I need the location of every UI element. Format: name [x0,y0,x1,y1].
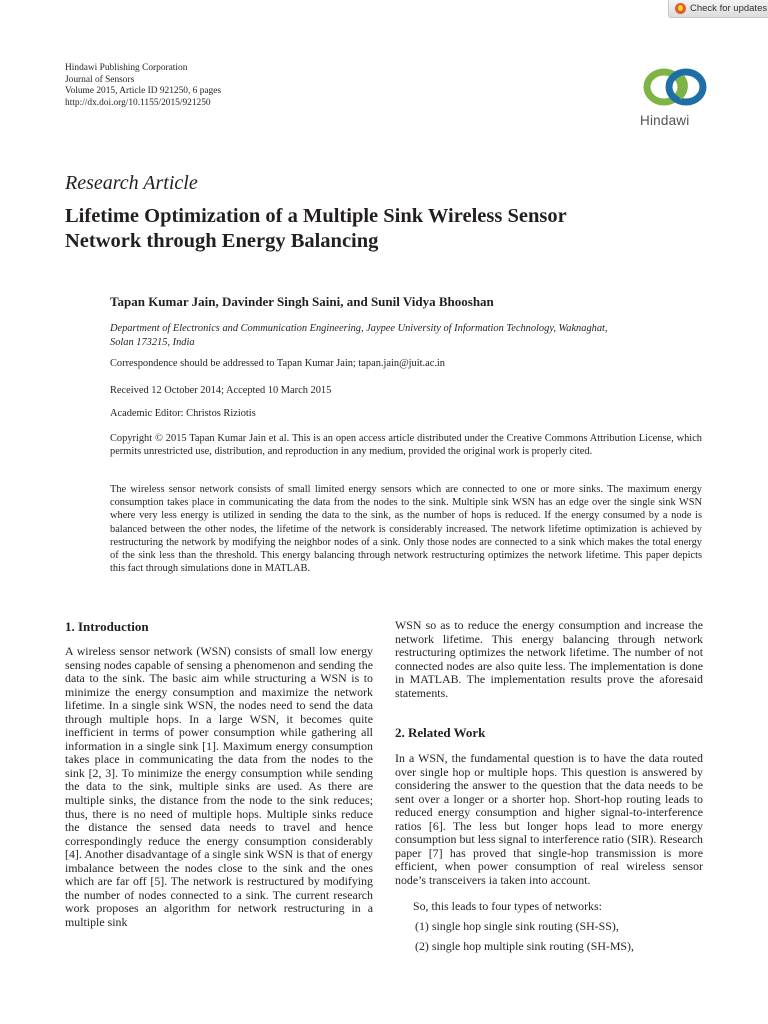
related-work-heading: 2. Related Work [395,725,486,740]
journal-header [65,63,221,109]
intro-heading: 1. Introduction [65,619,149,634]
check-for-updates-label: Check for updates [690,3,768,14]
volume-info: Volume 2015, Article ID 921250, 6 pages [65,86,222,96]
journal-name: Journal of Sensors [65,74,135,85]
crossmark-icon [675,3,686,14]
affiliation [110,322,710,349]
title-line-1: Lifetime Optimization of a Multiple Sink Wireless Sensor [65,205,567,227]
intro-paragraph: A wireless sensor network (WSN) consists of small low energy sensing nodes capable of sensing a phenomenon and sending the data to the sink. The basic aim while structuring a WSN is to minimize the energy consumption and maximize the network lifetime. In a single sink WSN, the nodes need to send the data through multiple hops. In a large WSN, it becomes quite inefficient in terms of power consumption while gathering all information in a single sink [1]. Maximum energy consumption takes place in communicating the data from the nodes to the sink [2, 3]. To minimize the energy consumption while sending the data to the sink, multiple sinks are used. As there are multiple sinks, the distance from the node to the sink reduces; thus, there is no need of multiple hops. Multiple sinks reduce the distance the sensed data needs to travel and hence correspondingly reduce the energy consumption considerably [4]. Another disadvantage of a single sink WSN is that of energy imbalance between the nodes close to the sink and the ones which are far off [5]. The network is restructured by modifying the number of nodes connected to a sink. The current research work proposes an algorithm for network restructuring in a multiple sink [65,644,373,929]
academic-editor: Academic Editor: Christos Riziotis [110,408,256,419]
list-item: (2) single hop multiple sink routing (SH-MS), [415,939,634,953]
affiliation-line-1: Department of Electronics and Communication Engineering, Jaypee University of Information Technology, Waknaghat, [110,323,608,334]
hindawi-logo-text: Hindawi [640,113,690,128]
hindawi-logo-icon [636,64,716,110]
article-title [65,204,685,254]
copyright-notice: Copyright © 2015 Tapan Kumar Jain et al. This is an open access article distributed under the Creative Commons Attribution License, which permits unrestricted use, distribution, and reproduction in any medium, provided the original work is properly cited. [110,433,702,458]
doi-link[interactable]: http://dx.doi.org/10.1155/2015/921250 [65,97,211,108]
title-line-2: Network through Energy Balancing [65,230,379,252]
dates: Received 12 October 2014; Accepted 10 March 2015 [110,385,332,396]
related-work-paragraph: In a WSN, the fundamental question is to have the data routed over single hop or multiple hops. This question is answered by considering the answer to the question that the data needs to be sent over a longer or a shorter hop. Short-hop routing leads to reduced energy consumption and higher signal-to-interference ratios [6]. The less but longer hops lead to more energy consumption but less signal to interference ratio (SIR). Research paper [7] has proved that single-hop transmission is more efficient, when power consumption of real wireless sensor node’s transceivers ia taken into account. [395,751,703,887]
intro-paragraph-continued: WSN so as to reduce the energy consumption and increase the network lifetime. This energy balancing through network restructuring optimizes the network lifetime. The number of not connected nodes are also quite less. The implementation is done in MATLAB. The implementation results prove the aforesaid statements. [395,618,703,700]
check-for-updates-button[interactable] [668,0,768,18]
article-type: Research Article [65,172,198,194]
author-list: Tapan Kumar Jain, Davinder Singh Saini, and Sunil Vidya Bhooshan [110,294,494,309]
abstract: The wireless sensor network consists of small limited energy sensors which are connected to one or more sinks. The maximum energy consumption takes place in communicating the data from the nodes to the sink. Multiple sink WSN has an edge over the single sink WSN where very less energy is utilized in sending the data to the sink, as the number of hops is reduced. If the energy consumed by a node is balanced between the other nodes, the lifetime of the network is considerably increased. The network lifetime optimization is achieved by restructuring the network by modifying the neighbor nodes of a sink. Only those nodes are connected to a sink which makes the total energy of the sink less than the threshold. This energy balancing through network restructuring optimizes the network lifetime. This paper depicts this fact through simulations done in MATLAB. [110,484,702,575]
related-work-lead: So, this leads to four types of networks: [413,899,602,913]
publisher: Hindawi Publishing Corporation [65,63,188,73]
correspondence: Correspondence should be addressed to Tapan Kumar Jain; tapan.jain@juit.ac.in [110,358,445,369]
affiliation-line-2: Solan 173215, India [110,336,195,348]
list-item: (1) single hop single sink routing (SH-SS), [415,919,619,933]
